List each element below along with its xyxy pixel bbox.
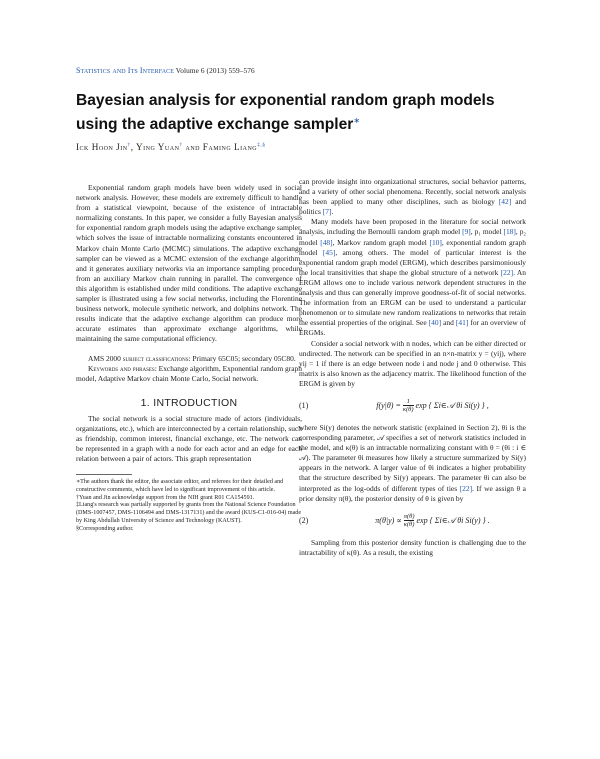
equation-2	[299, 508, 526, 534]
citation-link[interactable]: [22]	[500, 267, 514, 277]
sampling-paragraph: Sampling from this posterior density function is challenging due to the intractability of κ(θ). As a result, the existing	[299, 537, 526, 557]
author-mark[interactable]: †	[127, 142, 131, 148]
equation-rhs: exp { Σi∈𝒜 θi Si(y) } ,	[415, 400, 489, 410]
text-run: and politics	[299, 197, 526, 217]
keywords-text: Exchange algorithm, Exponential random graph model, Adaptive Markov chain Monte Carlo, Social network.	[76, 363, 302, 383]
right-column	[299, 177, 526, 558]
text-run: , p₁ model	[470, 227, 504, 237]
abstract	[76, 183, 302, 384]
section-heading-introduction: 1. INTRODUCTION	[140, 396, 238, 409]
author-name: Faming Liang	[202, 142, 258, 153]
volume-info: Volume 6 (2013) 559–576	[175, 66, 255, 75]
models-paragraph	[299, 217, 526, 338]
ams-classification	[76, 354, 302, 364]
equation-body	[339, 513, 526, 529]
intro-paragraph: The social network is a social structure made of actors (individuals, organizations, etc.), which are interconnected by a certain relationship, such as friendship, common interest, financial exchange, etc. The network can be represented in a graph with a node for each actor and an edge for each relation between a pair of actors. This graph representation	[76, 413, 302, 464]
author-separator: and	[182, 142, 203, 153]
ams-label: AMS 2000 subject classifications:	[88, 353, 191, 363]
author-mark[interactable]: ‡,§	[257, 142, 266, 148]
equation-number: (1)	[299, 400, 309, 410]
text-run: Many models have been proposed in the literature for social network analysis, including the Bernoulli random graph model	[299, 217, 526, 237]
fraction-numerator: π(θ)	[403, 512, 415, 520]
fraction-denominator: κ(θ)	[403, 520, 415, 528]
author-name: Ying Yuan	[136, 142, 180, 153]
text-run: .	[331, 207, 334, 217]
footnote-rule	[76, 474, 132, 475]
text-run: , among others. The model of particular interest is the exponential random graph model (ERGM), which describes parsimoniously the local transitivities that shape the global structure of a network	[299, 247, 526, 277]
citation-link[interactable]: [48]	[320, 237, 333, 247]
footnote: ‡Liang's research was partially supported by grants from the National Science Foundation (DMS-1007457, DMS-1106494 and DMS-1317131) and the award (KUS-C1-016-04) made by King Abdullah University of Science and Technology (KAUST).	[76, 502, 302, 524]
equation-body	[339, 398, 526, 414]
equation-lhs: f(y|θ) =	[376, 400, 401, 410]
network-definition-paragraph: Consider a social network with n nodes, which can be either directed or undirected. The network can be specified in an n×n-matrix y = (yij), where yij = 1 if there is an edge between node i and node j and 0 otherwise. This matrix is also known as the adjacency matrix. The likelihood function of the ERGM is given by	[299, 338, 526, 388]
left-column	[76, 183, 302, 533]
equation-1	[299, 393, 526, 419]
equation-fraction	[403, 398, 414, 414]
fraction-numerator: 1	[406, 397, 410, 405]
journal-header	[76, 66, 255, 75]
equation-fraction	[404, 513, 415, 529]
citation-link[interactable]: [41]	[455, 318, 469, 328]
text-run: for an overview of ERGMs.	[299, 318, 527, 338]
keywords	[76, 364, 302, 384]
footnote: §Corresponding author.	[76, 525, 134, 532]
text-run: where Si(y) denotes the network statistic (explained in Section 2), θi is the corresponding parameter, 𝒜 specifies a set of network statistics included in the model, and κ(θ) is an intractable normalizing constant with θ = (θi : i ∈ 𝒜). The parameter θi measures how likely a structure summarized by Si(y) appears in the network. A larger value of θi indicates a higher probability that the structure described by Si(y) appears. The parameter θi can also be interpreted as the log-odds of different types of ties	[299, 422, 526, 493]
text-run: can provide insight into organizational structures, social behavior patterns, and a variety of other social phenomena. Recently, social network analysis has been applied to many other disciplines, such as biology	[299, 177, 526, 207]
paper-title	[76, 91, 526, 135]
citation-link[interactable]: [45]	[322, 247, 336, 257]
citation-link[interactable]: [7]	[322, 207, 332, 217]
footnote: †Yuan and Jin acknowledge support from the NIH grant R01 CA154591.	[76, 494, 255, 501]
footnote: ∗The authors thank the editor, the associate editor, and referees for their detailed and constructive comments, which have led to significant improvement of this article.	[76, 479, 284, 494]
text-run: , p₂ model	[299, 227, 527, 247]
ams-text: Primary 65C05; secondary 05C80.	[192, 353, 296, 363]
citation-link[interactable]: [9]	[462, 227, 471, 237]
text-run: . An ERGM allows one to include various network dependent structures in the analysis and thus can generally improve goodness-of-fit of social networks. The information from an ERGM can be used to understand a particular phenomenon or to simulate new random realizations to networks that retain the essential properties of the original. See	[299, 267, 526, 328]
journal-name: Statistics and Its Interface	[76, 66, 174, 75]
equation-number: (2)	[299, 515, 309, 525]
citation-link[interactable]: [10]	[429, 237, 442, 247]
citation-link[interactable]: [18]	[503, 227, 516, 237]
statistics-paragraph	[299, 423, 526, 504]
citation-link[interactable]: [42]	[498, 197, 512, 207]
text-run: , Markov random graph model	[332, 237, 430, 247]
equation-lhs: π(θ|y) ∝	[375, 515, 402, 525]
intro-paragraph-continued	[299, 177, 526, 217]
equation-rhs: exp { Σi∈𝒜 θi Si(y) } .	[416, 515, 490, 525]
title-footnote-mark[interactable]: ∗	[353, 116, 361, 125]
author-name: Ick Hoon Jin	[76, 142, 128, 153]
keywords-label: Keywords and phrases:	[88, 363, 157, 373]
author-mark[interactable]: †	[179, 142, 183, 148]
fraction-denominator: κ(θ)	[402, 405, 414, 413]
text-run: . If we assign θ a prior density π(θ), the posterior density of θ is given by	[299, 483, 526, 503]
paper-title-text: Bayesian analysis for exponential random graph models using the adaptive exchange sampler	[76, 92, 495, 134]
citation-link[interactable]: [22]	[459, 483, 473, 493]
text-run: and	[441, 318, 456, 328]
author-list	[76, 142, 266, 152]
text-run: , exponential random graph model	[299, 237, 526, 257]
citation-link[interactable]: [40]	[428, 318, 442, 328]
author-separator: ,	[130, 142, 137, 153]
abstract-text: Exponential random graph models have been widely used in social network analysis. However, these models are extremely difficult to handle from a statistical viewpoint, because of the existence of intractable normalizing constants. In this paper, we consider a fully Bayesian analysis for exponential random graph models using the adaptive exchange sampler, which solves the issue of intractable normalizing constants encountered in Markov chain Monte Carlo (MCMC) simulations. The adaptive exchange sampler can be viewed as a MCMC extension of the exchange algorithm, and it generates auxiliary networks via an importance sampling procedure from an auxiliary Markov chain running in parallel. The convergence of this algorithm is established under mild conditions. The adaptive exchange sampler is illustrated using a few social networks, including the Florentine business network, molecule synthetic network, and dolphins network. The results indicate that the adaptive exchange algorithm can produce more accurate estimates than approximate exchange algorithms, while maintaining the same computational efficiency.	[76, 183, 302, 344]
